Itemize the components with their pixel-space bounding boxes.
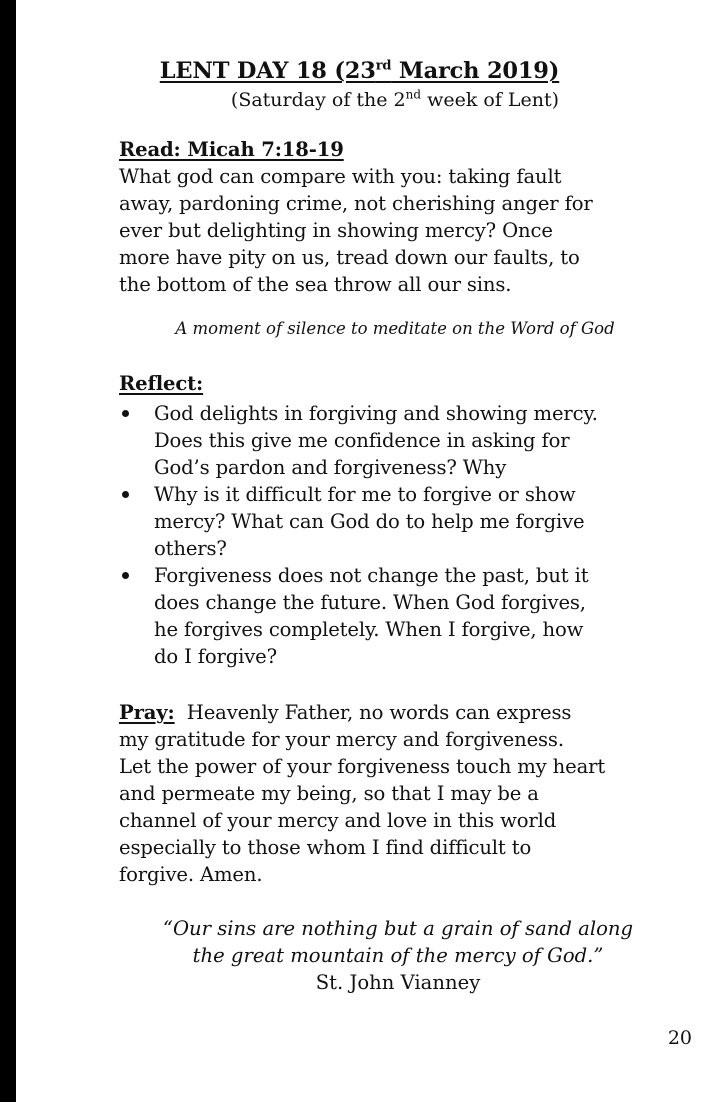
bullet-icon xyxy=(119,481,131,508)
read-heading: Read: Micah 7:18-19 xyxy=(119,138,344,161)
read-line: What god can compare with you: taking fault xyxy=(119,165,562,188)
reflect-list xyxy=(119,400,598,670)
subtitle-start: (Saturday of the 2 xyxy=(230,89,406,111)
pray-heading: Pray: xyxy=(119,701,175,724)
title-main: LENT DAY 18 (23 xyxy=(159,58,376,84)
reflect-item-line: others? xyxy=(154,537,227,560)
reflect-heading: Reflect: xyxy=(119,372,204,395)
read-line: the bottom of the sea throw all our sins. xyxy=(119,273,512,296)
reflect-item-line: he forgives completely. When I forgive, how xyxy=(154,618,584,641)
subtitle-superscript: nd xyxy=(405,87,422,102)
pray-line: Let the power of your forgiveness touch my heart xyxy=(119,755,606,778)
page-title xyxy=(0,58,719,84)
bullet-icon xyxy=(119,562,131,589)
pray-section xyxy=(119,699,605,888)
pray-line: channel of your mercy and love in this world xyxy=(119,809,557,832)
reflect-item-line: Does this give me confidence in asking for xyxy=(154,429,570,452)
read-line: away, pardoning crime, not cherishing anger for xyxy=(119,192,593,215)
subtitle-end: week of Lent) xyxy=(421,89,560,111)
page-subtitle xyxy=(0,89,719,111)
meditate-note: A moment of silence to meditate on the Word of God xyxy=(175,319,615,338)
reflect-heading-wrap xyxy=(119,370,203,397)
reflect-item xyxy=(119,481,598,562)
reflect-item-line: Why is it difficult for me to forgive or show xyxy=(154,483,576,506)
title-superscript: rd xyxy=(375,58,392,74)
reflect-item-line: does change the future. When God forgives, xyxy=(154,591,586,614)
page-number: 20 xyxy=(667,1027,692,1049)
reflect-item-line: God’s pardon and forgiveness? Why xyxy=(154,456,507,479)
read-line: ever but delighting in showing mercy? Once xyxy=(119,219,553,242)
bullet-icon xyxy=(119,400,131,427)
pray-line: and permeate my being, so that I may be a xyxy=(119,782,539,805)
pray-first-line: Heavenly Father, no words can express xyxy=(174,701,572,724)
reflect-item-line: mercy? What can God do to help me forgive xyxy=(154,510,585,533)
pray-line: forgive. Amen. xyxy=(119,863,263,886)
reflect-item-line: Forgiveness does not change the past, but it xyxy=(154,564,589,587)
reflect-item-line: do I forgive? xyxy=(154,645,277,668)
pray-line: especially to those whom I find difficult to xyxy=(119,836,532,859)
quote-line: “Our sins are nothing but a grain of sand along xyxy=(162,917,634,940)
closing-quote xyxy=(0,915,719,996)
title-end: March 2019) xyxy=(391,58,560,84)
quote-author: St. John Vianney xyxy=(315,971,481,994)
pray-line: my gratitude for your mercy and forgiveness. xyxy=(119,728,564,751)
read-line: more have pity on us, tread down our faults, to xyxy=(119,246,580,269)
reflect-item-line: God delights in forgiving and showing mercy. xyxy=(154,402,598,425)
reflect-item xyxy=(119,400,598,481)
reflect-item xyxy=(119,562,598,670)
read-section xyxy=(119,136,593,298)
quote-line: the great mountain of the mercy of God.” xyxy=(192,944,604,967)
